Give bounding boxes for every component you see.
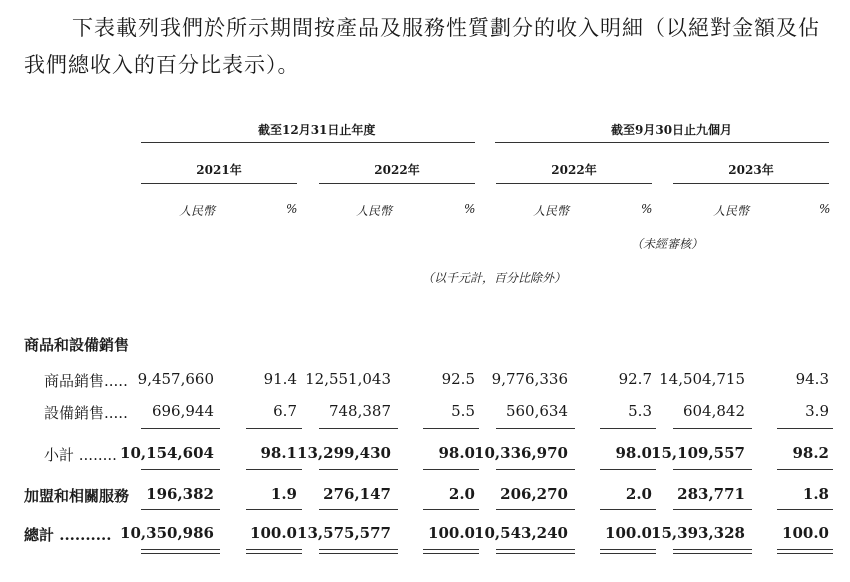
- rule-fr-5: [496, 469, 575, 470]
- subtotal-2022-9m-amount: 10,336,970: [474, 444, 568, 462]
- franchise-2023-amount: 283,771: [677, 485, 745, 503]
- franchise-2022fy-pct: 2.0: [448, 485, 475, 503]
- row-label-franchise: 加盟和相關服務: [24, 487, 130, 505]
- rule-dbl-a5: [496, 549, 575, 550]
- equipment-2022-9m-amount: 560,634: [505, 402, 568, 420]
- total-2023-pct: 100.0: [782, 524, 829, 542]
- rule-dbl-b4: [423, 553, 479, 554]
- row-label-goods: 商品銷售.....: [44, 372, 128, 390]
- rule-dbl-b5: [496, 553, 575, 554]
- unit-pct-4: %: [819, 202, 831, 216]
- rule-fr-6: [600, 469, 656, 470]
- rule-sub-1: [141, 428, 220, 429]
- subtotal-2021-amount: 10,154,604: [120, 444, 214, 462]
- unit-rmb-4: 人民幣: [713, 204, 750, 218]
- rule-fr-2: [246, 469, 302, 470]
- rule-dbl-a4: [423, 549, 479, 550]
- intro-paragraph: 下表載列我們於所示期間按產品及服務性質劃分的收入明細（以絕對金額及佔我們總收入的百分比表示）。: [24, 16, 820, 77]
- subtotal-2023-pct: 98.2: [792, 444, 829, 462]
- rule-dbl-a1: [141, 549, 220, 550]
- header-year-2022-fy: 2022年: [374, 163, 420, 177]
- rule-tot-2: [246, 509, 302, 510]
- rule-tot-8: [777, 509, 833, 510]
- rule-tot-3: [319, 509, 398, 510]
- equipment-2021-pct: 6.7: [273, 402, 297, 420]
- goods-2022fy-pct: 92.5: [441, 370, 475, 388]
- rule-fr-4: [423, 469, 479, 470]
- franchise-2021-amount: 196,382: [146, 485, 214, 503]
- goods-2022fy-amount: 12,551,043: [305, 370, 391, 388]
- rule-sub-8: [777, 428, 833, 429]
- rule-tot-6: [600, 509, 656, 510]
- year-rule-2022-9m: [496, 183, 652, 184]
- unit-rmb-1: 人民幣: [179, 204, 216, 218]
- year-rule-2022-fy: [319, 183, 475, 184]
- rule-dbl-b1: [141, 553, 220, 554]
- total-2021-pct: 100.0: [250, 524, 297, 542]
- goods-2023-pct: 94.3: [795, 370, 829, 388]
- total-2022fy-amount: 13,575,577: [297, 524, 391, 542]
- header-fiscal-year: 截至12月31日止年度: [258, 123, 376, 137]
- subtotal-2022-9m-pct: 98.0: [615, 444, 652, 462]
- rule-tot-4: [423, 509, 479, 510]
- row-label-subtotal: 小計 ........: [44, 446, 117, 464]
- header-rule-fy: [141, 142, 475, 143]
- goods-2023-amount: 14,504,715: [659, 370, 745, 388]
- rule-sub-2: [246, 428, 302, 429]
- goods-2021-amount: 9,457,660: [137, 370, 214, 388]
- header-rule-9m: [495, 142, 829, 143]
- franchise-2022-9m-amount: 206,270: [500, 485, 568, 503]
- total-2022-9m-amount: 10,543,240: [474, 524, 568, 542]
- rule-tot-7: [673, 509, 752, 510]
- rule-dbl-b7: [673, 553, 752, 554]
- rule-dbl-a2: [246, 549, 302, 550]
- goods-2022-9m-amount: 9,776,336: [491, 370, 568, 388]
- subtotal-2022fy-pct: 98.0: [438, 444, 475, 462]
- goods-2022-9m-pct: 92.7: [618, 370, 652, 388]
- total-2022-9m-pct: 100.0: [605, 524, 652, 542]
- rule-fr-8: [777, 469, 833, 470]
- franchise-2022-9m-pct: 2.0: [625, 485, 652, 503]
- unit-rmb-2: 人民幣: [356, 204, 393, 218]
- unaudited-note: （未經審核）: [631, 237, 704, 251]
- subtotal-2021-pct: 98.1: [260, 444, 297, 462]
- equipment-2023-pct: 3.9: [805, 402, 829, 420]
- rule-dbl-b6: [600, 553, 656, 554]
- rule-dbl-a6: [600, 549, 656, 550]
- header-year-2022-9m: 2022年: [551, 163, 597, 177]
- franchise-2023-pct: 1.8: [802, 485, 829, 503]
- row-label-equipment: 設備銷售.....: [44, 404, 128, 422]
- rule-dbl-b3: [319, 553, 398, 554]
- equipment-2022fy-amount: 748,387: [328, 402, 391, 420]
- header-year-2021: 2021年: [196, 163, 242, 177]
- header-nine-months: 截至9月30日止九個月: [611, 123, 733, 137]
- header-year-2023: 2023年: [728, 163, 774, 177]
- rule-sub-6: [600, 428, 656, 429]
- franchise-2022fy-amount: 276,147: [323, 485, 391, 503]
- equipment-2022-9m-pct: 5.3: [628, 402, 652, 420]
- row-label-total: 總計 ..........: [24, 526, 112, 544]
- equipment-2021-amount: 696,944: [151, 402, 214, 420]
- year-rule-2021: [141, 183, 297, 184]
- rule-dbl-a7: [673, 549, 752, 550]
- subtotal-2023-amount: 15,109,557: [651, 444, 745, 462]
- rule-dbl-b2: [246, 553, 302, 554]
- rule-dbl-b8: [777, 553, 833, 554]
- unit-pct-2: %: [464, 202, 476, 216]
- rule-sub-5: [496, 428, 575, 429]
- rule-dbl-a8: [777, 549, 833, 550]
- rule-fr-3: [319, 469, 398, 470]
- rule-tot-1: [141, 509, 220, 510]
- total-2021-amount: 10,350,986: [120, 524, 214, 542]
- goods-2021-pct: 91.4: [263, 370, 297, 388]
- equipment-2022fy-pct: 5.5: [451, 402, 475, 420]
- section-title: 商品和設備銷售: [24, 336, 130, 354]
- rule-fr-1: [141, 469, 220, 470]
- unit-pct-1: %: [286, 202, 298, 216]
- rule-sub-4: [423, 428, 479, 429]
- year-rule-2023: [673, 183, 829, 184]
- unit-note: （以千元計，百分比除外）: [422, 271, 567, 285]
- total-2022fy-pct: 100.0: [428, 524, 475, 542]
- rule-fr-7: [673, 469, 752, 470]
- unit-rmb-3: 人民幣: [533, 204, 570, 218]
- subtotal-2022fy-amount: 13,299,430: [297, 444, 391, 462]
- total-2023-amount: 15,393,328: [651, 524, 745, 542]
- rule-sub-7: [673, 428, 752, 429]
- equipment-2023-amount: 604,842: [682, 402, 745, 420]
- rule-dbl-a3: [319, 549, 398, 550]
- rule-sub-3: [319, 428, 398, 429]
- unit-pct-3: %: [641, 202, 653, 216]
- franchise-2021-pct: 1.9: [270, 485, 297, 503]
- rule-tot-5: [496, 509, 575, 510]
